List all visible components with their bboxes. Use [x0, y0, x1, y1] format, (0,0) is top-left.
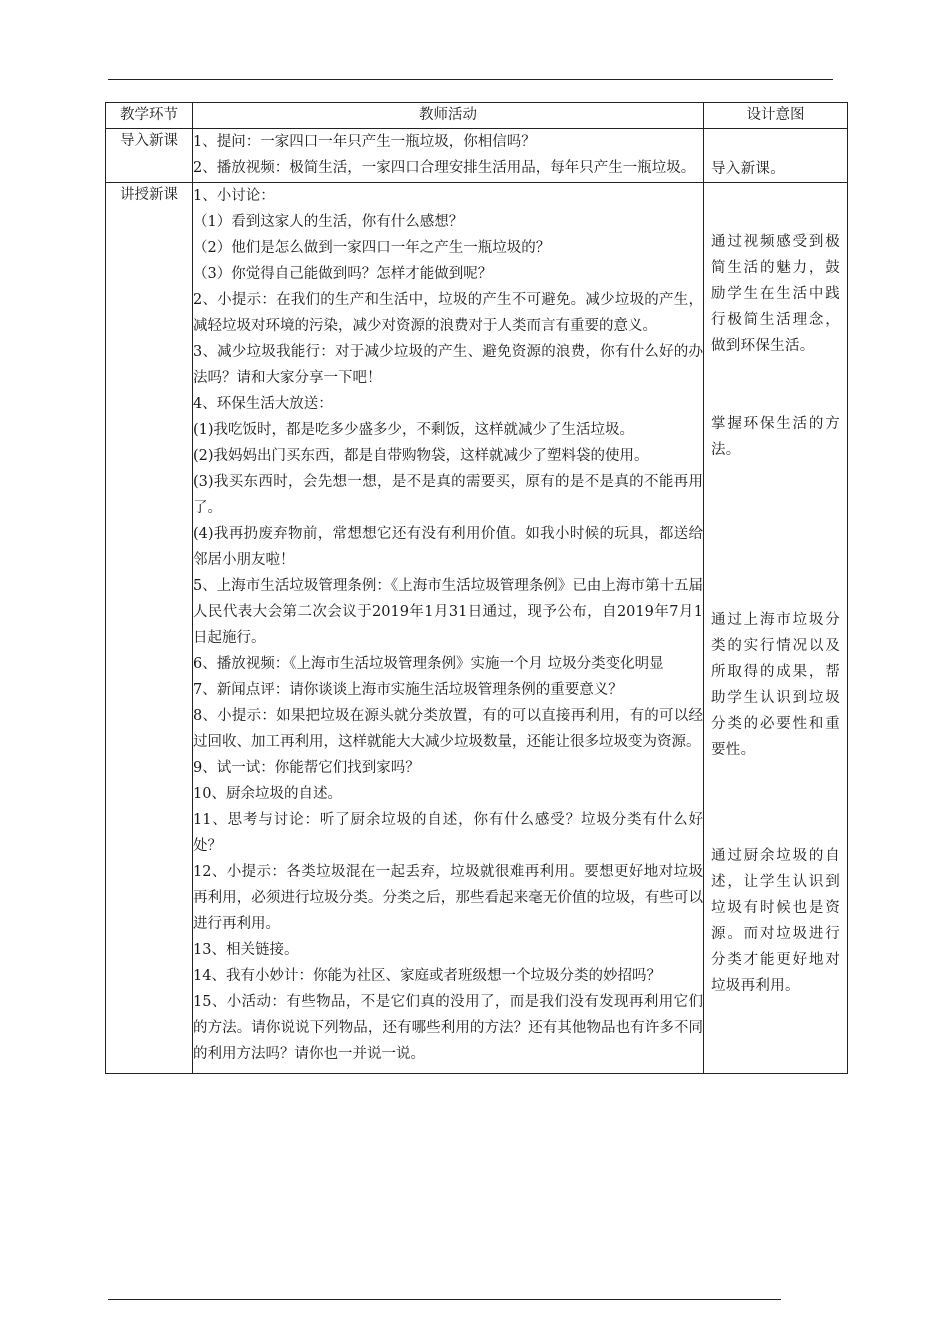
- activity-line: (1)我吃饭时，都是吃多少盛多少，不剩饭，这样就减少了生活垃圾。: [193, 422, 635, 438]
- activity-line: (4)我再扔废弃物前，常想想它还有没有利用价值。如我小时候的玩具，都送给邻居小朋友啦！: [193, 526, 703, 568]
- activity-line: (2)我妈妈出门买东西，都是自带购物袋，这样就减少了塑料袋的使用。: [193, 448, 649, 464]
- activity-line: (3)我买东西时，会先想一想，是不是真的需要买，原有的是不是真的不能再用了。: [193, 474, 703, 516]
- table-header-row: [106, 103, 848, 129]
- stage-cell: 导入新课: [106, 129, 193, 183]
- activity-line: 7、新闻点评：请你谈谈上海市实施生活垃圾管理条例的重要意义？: [193, 682, 623, 698]
- table-row-new-lesson: [106, 183, 848, 1074]
- header-stage: 教学环节: [106, 103, 193, 129]
- activity-line: 1、小讨论：: [193, 188, 275, 204]
- stage-cell: 讲授新课: [106, 183, 193, 1074]
- activity-line: 5、上海市生活垃圾管理条例：《上海市生活垃圾管理条例》已由上海市第十五届人民代表大会第二次会议于2019年1月31日通过，现予公布，自2019年7月1日起施行。: [193, 578, 703, 646]
- intent-text: 通过上海市垃圾分类的实行情况以及所取得的成果，帮助学生认识到垃圾分类的必要性和重要性。: [711, 612, 840, 758]
- activity-line: 9、试一试：你能帮它们找到家吗？: [193, 760, 420, 776]
- header-activities: 教师活动: [193, 103, 704, 129]
- activity-line: （1）看到这家人的生活，你有什么感想？: [193, 214, 464, 230]
- activity-line: 10、厨余垃圾的自述。: [193, 786, 342, 802]
- lesson-plan-table: [105, 102, 848, 1074]
- activity-line: 2、播放视频：极简生活，一家四口合理安排生活用品，每年只产生一瓶垃圾。: [193, 160, 696, 176]
- activity-line: 8、小提示：如果把垃圾在源头就分类放置，有的可以直接再利用，有的可以经过回收、加工再利用，这样就能大大减少垃圾数量，还能让很多垃圾变为资源。: [193, 708, 703, 750]
- intent-text: 通过视频感受到极简生活的魅力，鼓励学生在生活中践行极简生活理念，做到环保生活。: [711, 234, 840, 354]
- activity-line: 14、我有小妙计：你能为社区、家庭或者班级想一个垃圾分类的妙招吗？: [193, 968, 661, 984]
- activity-line: 3、减少垃圾我能行：对于减少垃圾的产生、避免资源的浪费，你有什么好的办法吗？请和大家分享一下吧！: [193, 344, 703, 386]
- activity-line: 12、小提示：各类垃圾混在一起丢弃，垃圾就很难再利用。要想更好地对垃圾再利用，必须进行垃圾分类。分类之后，那些看起来毫无价值的垃圾，有些可以进行再利用。: [193, 864, 703, 932]
- activity-line: 15、小活动：有些物品，不是它们真的没用了，而是我们没有发现再利用它们的方法。请你说说下列物品，还有哪些利用的方法？还有其他物品也有许多不同的利用方法吗？请你也一并说一说。: [193, 994, 703, 1062]
- header-rule: [108, 79, 833, 80]
- intent-text: 导入新课。: [711, 161, 785, 177]
- activity-line: 6、播放视频：《上海市生活垃圾管理条例》实施一个月 垃圾分类变化明显: [193, 656, 664, 672]
- activity-line: 1、提问：一家四口一年只产生一瓶垃圾，你相信吗？: [193, 134, 536, 150]
- activity-line: 2、小提示：在我们的生产和生活中，垃圾的产生不可避免。减少垃圾的产生，减轻垃圾对环境的污染，减少对资源的浪费对于人类而言有重要的意义。: [193, 292, 703, 334]
- header-intent: 设计意图: [704, 103, 848, 129]
- activities-cell: [193, 183, 704, 1074]
- intent-cell: [704, 183, 848, 1074]
- footer-rule: [108, 1299, 781, 1300]
- activities-cell: [193, 129, 704, 183]
- table-row-intro: [106, 129, 848, 183]
- activity-line: 13、相关链接。: [193, 942, 299, 958]
- activity-line: （2）他们是怎么做到一家四口一年之产生一瓶垃圾的？: [193, 240, 551, 256]
- intent-text: 通过厨余垃圾的自述，让学生认识到垃圾有时候也是资源。而对垃圾进行分类才能更好地对垃圾再利用。: [711, 848, 840, 994]
- intent-cell: [704, 129, 848, 183]
- intent-text: 掌握环保生活的方法。: [711, 416, 840, 458]
- activity-line: 11、思考与讨论：听了厨余垃圾的自述，你有什么感受？垃圾分类有什么好处？: [193, 812, 703, 854]
- activity-line: （3）你觉得自己能做到吗？怎样才能做到呢？: [193, 266, 493, 282]
- activity-line: 4、环保生活大放送：: [193, 396, 333, 412]
